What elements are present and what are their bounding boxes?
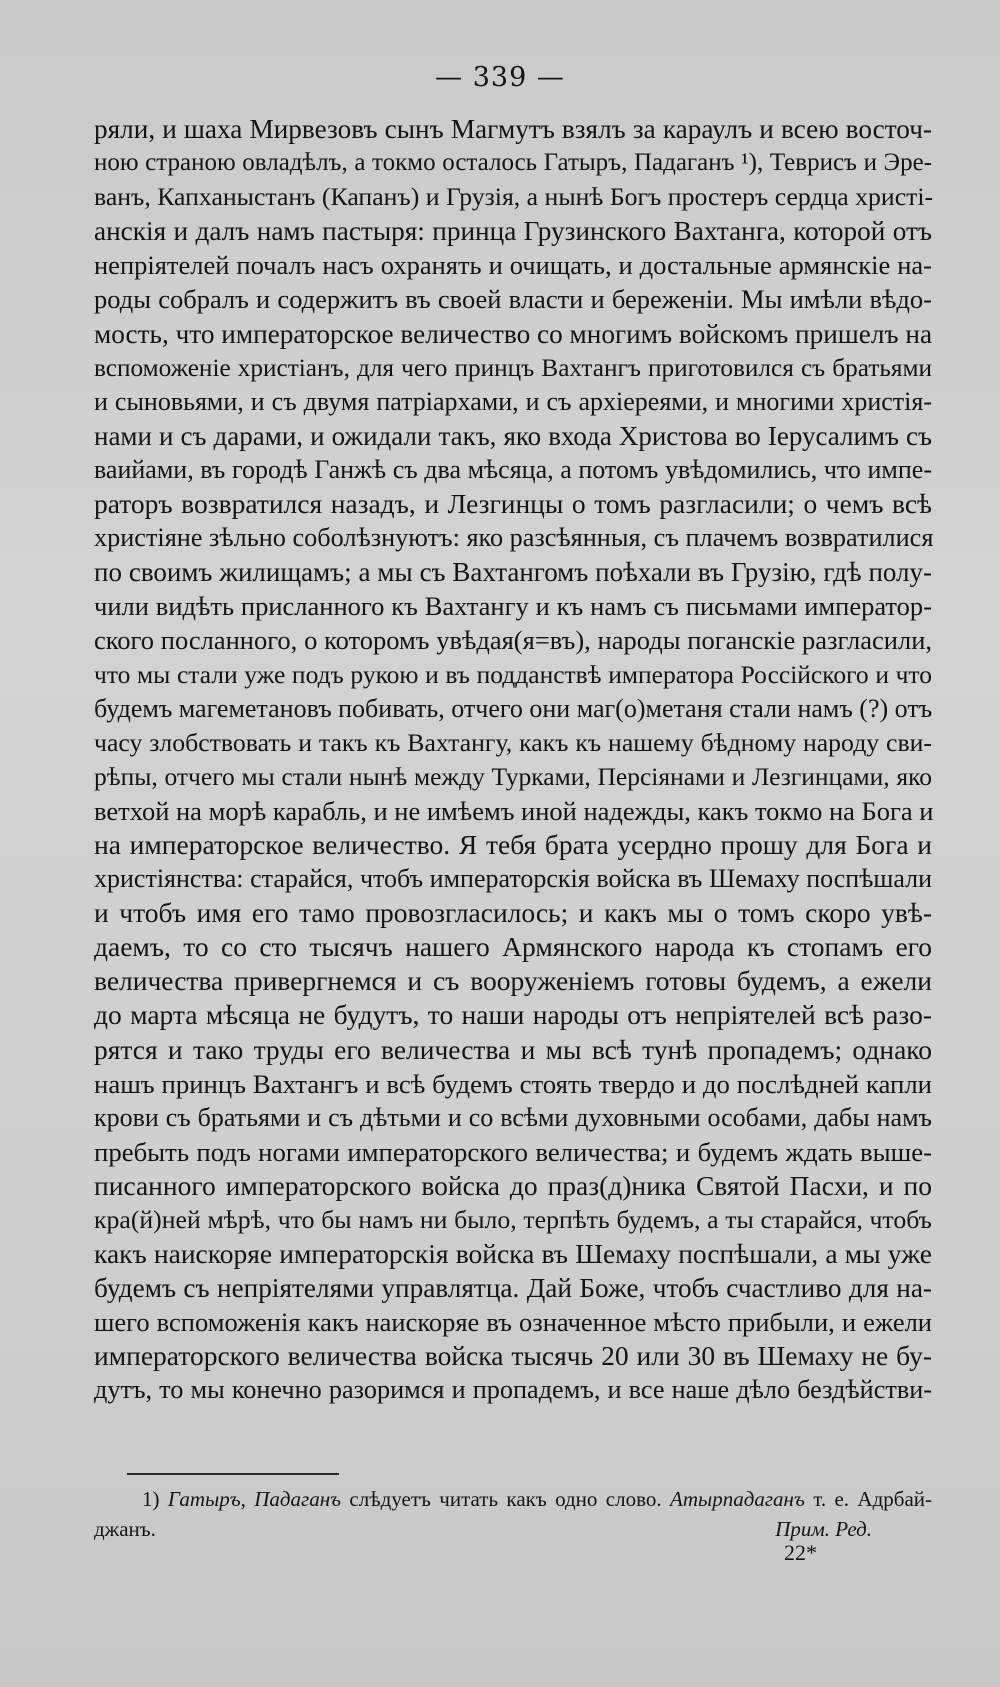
text-line: шего вспоможенія какъ наискоряе въ означенное мѣсто прибыли, и ежели: [94, 1307, 932, 1338]
text-line: ряли, и шаха Мирвезовъ сынъ Магмутъ взялъ за караулъ и всею восточ-: [94, 114, 932, 144]
text-line: чили видѣть присланного къ Вахтангу и къ намъ съ письмами император-: [94, 591, 932, 622]
text-line: будемъ съ непріятелями управлятца. Дай Боже, чтобъ счастливо для на-: [94, 1273, 932, 1304]
text-line: анскія и далъ намъ пастыря: принца Грузинского Вахтанга, которой отъ: [94, 216, 932, 247]
text-line: ванъ, Капханыстанъ (Капанъ) и Грузія, а нынѣ Богъ простеръ сердца христі-: [94, 182, 934, 212]
text-line: мость, что императорское величество со многимъ войскомъ пришелъ на: [94, 318, 933, 349]
text-line: писанного императорского войска до праз(д)ника Святой Пасхи, и по: [94, 1169, 932, 1201]
text-line: роды собралъ и содержитъ въ своей власти и береженіи. Мы имѣли вѣдо-: [94, 284, 932, 315]
text-line: крови съ братьями и съ дѣтьми и со всѣми духовными особами, дабы намъ: [94, 1102, 932, 1132]
page-number: — 339 —: [435, 62, 565, 93]
text-line: ветхой на морѣ карабль, и не имѣемъ иной надежды, какъ токмо на Бога и: [94, 795, 934, 826]
footnote-text: т. е. Адрбай-: [804, 1487, 933, 1511]
footnote-term: Гатыръ, Падаганъ: [167, 1487, 342, 1511]
text-line: что мы стали уже подъ рукою и въ подданствѣ императора Россійского и что: [94, 659, 932, 689]
footnote-term: Атырпадаганъ: [670, 1487, 805, 1511]
text-line: кра(й)ней мѣрѣ, что бы намъ ни было, терпѣть будемъ, а ты старайся, чтобъ: [94, 1205, 932, 1234]
text-line: часу злобствовать и такъ къ Вахтангу, какъ къ нашему бѣдному народу сви-: [94, 727, 932, 757]
text-line: величества привергнемся и съ вооруженіемъ готовы будемъ, а ежели: [94, 965, 932, 997]
footnote-marker: 1): [142, 1487, 160, 1511]
text-line: рятся и тако труды его величества и мы всѣ тунѣ пропадемъ; однако: [94, 1033, 932, 1065]
text-line: до марта мѣсяца не будутъ, то наши народы отъ непріятелей всѣ разо-: [94, 999, 932, 1031]
text-line: пребыть подъ ногами императорского величества; и будемъ ждать выше-: [94, 1136, 932, 1167]
text-line: даемъ, то со сто тысячъ нашего Армянского народа къ стопамъ его: [94, 931, 932, 963]
text-line: нами и съ дарами, и ожидали такъ, яко входа Христова во Іерусалимъ съ: [94, 420, 932, 451]
text-line: какъ наискоряе императорскія войска въ Шемаху поспѣшали, а мы уже: [94, 1238, 932, 1270]
text-line: нашъ принцъ Вахтангъ и всѣ будемъ стоять твердо и до послѣдней капли: [94, 1068, 932, 1099]
text-line: непріятелей почалъ насъ охранять и очищать, и достальные армянскіе на-: [94, 250, 932, 281]
text-line: и чтобъ имя его тамо провозгласилось; и какъ мы о томъ скоро увѣ-: [94, 897, 932, 929]
editor-note: Прим. Ред.: [775, 1517, 872, 1541]
text-line: дутъ, то мы конечно разоримся и пропадемъ, и все наше дѣло бездѣйстви-: [94, 1375, 932, 1405]
footnote-text: слѣдуетъ читать какъ одно слово.: [341, 1487, 670, 1511]
text-line: на императорское величество. Я тебя брата усердно прошу для Бога и: [94, 828, 932, 860]
text-line: и сыновьями, и съ двумя патріархами, и съ архіереями, и многими христія-: [94, 386, 932, 416]
footnote-rule: [127, 1473, 339, 1475]
text-line: христіяне зѣльно соболѣзнуютъ: яко разсѣянныя, съ плачемъ возвратилися: [94, 523, 934, 553]
text-line: христіянства: старайся, чтобъ императорскія войска въ Шемаху поспѣшали: [94, 864, 932, 894]
text-line: по своимъ жилищамъ; а мы съ Вахтангомъ поѣхали въ Грузію, гдѣ полу-: [94, 557, 932, 588]
text-line: рѣпы, отчего мы стали нынѣ между Турками, Персіянами и Лезгинцами, яко: [94, 761, 932, 791]
text-line: вспоможеніе христіанъ, для чего принцъ Вахтангъ приготовился съ братьями: [94, 353, 932, 382]
text-line: ною страною овладѣлъ, а токмо осталось Гатыръ, Падаганъ ¹), Теврисъ и Эре-: [94, 149, 932, 177]
text-line: будемъ магеметановъ побивать, отчего они маг(о)метаня стали намъ (?) отъ: [94, 693, 933, 723]
text-line: императорского величества войска тысячь 20 или 30 въ Шемаху не бу-: [94, 1340, 932, 1372]
text-line: раторъ возвратился назадъ, и Лезгинцы о томъ разгласили; о чемъ всѣ: [94, 488, 932, 520]
body-text: [94, 112, 932, 1408]
text-line: ского посланного, о которомъ увѣдая(я=въ), народы поганскіе разгласили,: [94, 625, 932, 656]
text-line: ваийами, въ городѣ Ганжѣ съ два мѣсяца, а потомъ увѣдомились, что импе-: [94, 454, 932, 484]
footnote-line: [94, 1484, 932, 1514]
footnote-continuation: джанъ.: [94, 1517, 156, 1541]
signature-mark: 22*: [784, 1540, 817, 1565]
footnote: [94, 1484, 932, 1544]
